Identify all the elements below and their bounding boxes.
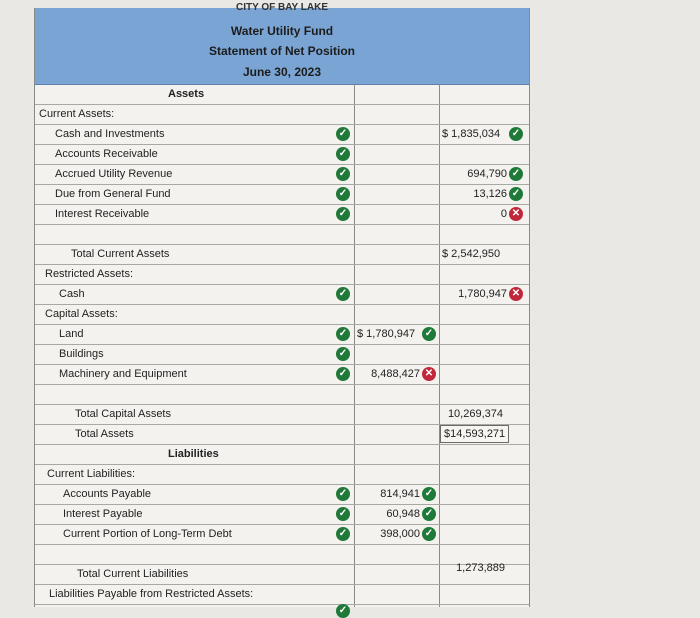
check-ok-icon: ✓ bbox=[336, 167, 350, 181]
value-accounts-payable[interactable]: 814,941 bbox=[380, 488, 420, 500]
value-total-assets[interactable]: $14,593,271 bbox=[440, 425, 509, 443]
value-interest-payable[interactable]: 60,948 bbox=[386, 508, 420, 520]
value-accrued-utility[interactable]: 694,790 bbox=[467, 168, 507, 180]
value-land[interactable]: $ 1,780,947 bbox=[357, 328, 416, 340]
table-row bbox=[35, 324, 529, 345]
value-current-portion-ltd[interactable]: 398,000 bbox=[380, 528, 420, 540]
table-row bbox=[35, 444, 529, 465]
liabilities-heading: Liabilities bbox=[168, 448, 219, 460]
value-cash-investments[interactable]: $ 1,835,034 bbox=[442, 128, 501, 140]
check-ok-icon: ✓ bbox=[336, 287, 350, 301]
check-ok-icon: ✓ bbox=[509, 167, 523, 181]
label-interest-payable: Interest Payable bbox=[63, 508, 143, 520]
check-ok-icon: ✓ bbox=[422, 527, 436, 541]
fund-title: Water Utility Fund bbox=[230, 24, 334, 38]
check-ok-icon: ✓ bbox=[336, 127, 350, 141]
table-row bbox=[35, 384, 529, 405]
label-total-capital-assets: Total Capital Assets bbox=[75, 408, 171, 420]
value-total-current-assets[interactable]: $ 2,542,950 bbox=[442, 248, 501, 260]
check-ok-icon: ✓ bbox=[336, 147, 350, 161]
label-capital-assets: Capital Assets: bbox=[45, 308, 118, 320]
value-cash[interactable]: 1,780,947 bbox=[458, 288, 507, 300]
table-row bbox=[35, 84, 529, 105]
check-ok-icon: ✓ bbox=[336, 327, 350, 341]
label-interest-receivable: Interest Receivable bbox=[55, 208, 150, 220]
label-total-current-assets: Total Current Assets bbox=[71, 248, 170, 260]
label-accrued-utility: Accrued Utility Revenue bbox=[55, 168, 173, 180]
label-total-assets: Total Assets bbox=[75, 428, 134, 440]
statement-title: Statement of Net Position bbox=[208, 44, 355, 58]
label-cash: Cash bbox=[59, 288, 85, 300]
value-due-from-general[interactable]: 13,126 bbox=[473, 188, 507, 200]
check-ok-icon: ✓ bbox=[336, 604, 350, 618]
label-buildings: Buildings bbox=[59, 348, 104, 360]
label-accounts-payable: Accounts Payable bbox=[63, 488, 152, 500]
check-ok-icon: ✓ bbox=[336, 507, 350, 521]
table-row bbox=[35, 344, 529, 365]
table-row bbox=[35, 224, 529, 245]
header-partial-title: CITY OF BAY LAKE bbox=[235, 2, 329, 13]
value-total-capital-assets[interactable]: 10,269,374 bbox=[447, 408, 503, 420]
check-ok-icon: ✓ bbox=[422, 507, 436, 521]
check-ok-icon: ✓ bbox=[422, 487, 436, 501]
check-ok-icon: ✓ bbox=[422, 327, 436, 341]
check-ok-icon: ✓ bbox=[509, 127, 523, 141]
label-total-current-liabilities: Total Current Liabilities bbox=[77, 568, 189, 580]
check-ok-icon: ✓ bbox=[336, 527, 350, 541]
cross-error-icon: ✕ bbox=[422, 367, 436, 381]
check-ok-icon: ✓ bbox=[336, 487, 350, 501]
check-ok-icon: ✓ bbox=[336, 187, 350, 201]
label-land: Land bbox=[59, 328, 84, 340]
cross-error-icon: ✕ bbox=[509, 287, 523, 301]
statement-date: June 30, 2023 bbox=[242, 65, 322, 79]
check-ok-icon: ✓ bbox=[509, 187, 523, 201]
assets-heading: Assets bbox=[168, 88, 205, 100]
value-interest-receivable[interactable]: 0 bbox=[500, 208, 507, 220]
check-ok-icon: ✓ bbox=[336, 347, 350, 361]
value-machinery[interactable]: 8,488,427 bbox=[371, 368, 420, 380]
check-ok-icon: ✓ bbox=[336, 207, 350, 221]
label-current-portion-ltd: Current Portion of Long-Term Debt bbox=[63, 528, 232, 540]
label-accounts-receivable: Accounts Receivable bbox=[55, 148, 158, 160]
label-current-liabilities: Current Liabilities: bbox=[47, 468, 136, 480]
cross-error-icon: ✕ bbox=[509, 207, 523, 221]
check-ok-icon: ✓ bbox=[336, 367, 350, 381]
label-liabilities-restricted: Liabilities Payable from Restricted Assets: bbox=[49, 588, 254, 600]
label-machinery: Machinery and Equipment bbox=[59, 368, 187, 380]
worksheet bbox=[34, 2, 530, 616]
label-due-from-general: Due from General Fund bbox=[55, 188, 171, 200]
label-restricted-assets: Restricted Assets: bbox=[45, 268, 134, 280]
value-total-current-liabilities[interactable]: 1,273,889 bbox=[456, 562, 505, 574]
label-cash-investments: Cash and Investments bbox=[55, 128, 165, 140]
label-current-assets: Current Assets: bbox=[39, 108, 115, 120]
